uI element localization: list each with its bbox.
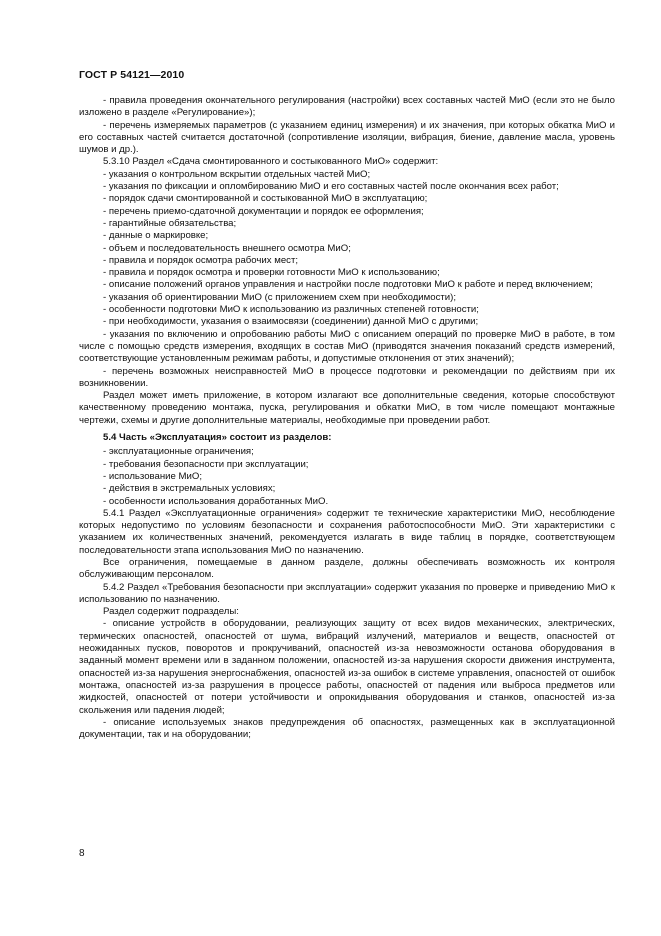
paragraph: - описание положений органов управления и настройки после подготовки МиО к работе и перед включением; xyxy=(103,279,593,291)
paragraph: - перечень приемо-сдаточной документации и порядок ее оформления; xyxy=(103,205,424,217)
paragraph: - гарантийные обязательства; xyxy=(103,217,237,229)
paragraph: - перечень возможных неисправностей МиО в процессе подготовки и рекомендации по действиям при их возникновении. xyxy=(79,365,615,389)
paragraph: Раздел может иметь приложение, в котором излагают все дополнительные сведения, которые способствуют качественному проведению монтажа, пуска, регулирования и обкатки МиО, в том числе помещают монтажные чертежи, схемы и другие дополнительные материалы, необходимые при проведении работ. xyxy=(79,390,615,426)
paragraph: - требования безопасности при эксплуатации; xyxy=(103,458,309,470)
paragraph: - особенности подготовки МиО к использованию из различных степеней готовности; xyxy=(103,304,479,316)
paragraph: - эксплуатационные ограничения; xyxy=(103,446,254,458)
paragraph: - указания о контрольном вскрытии отдельных частей МиО; xyxy=(103,168,371,180)
paragraph: 5.4.2 Раздел «Требования безопасности при эксплуатации» содержит указания по проверке и приведению МиО к использованию по назначению. xyxy=(79,581,615,605)
paragraph: - указания по фиксации и опломбированию МиО и его составных частей после окончания всех работ; xyxy=(103,181,559,193)
paragraph: - указания об ориентировании МиО (с приложением схем при необходимости); xyxy=(103,291,456,303)
page-number: 8 xyxy=(79,848,85,859)
paragraph: 5.4.1 Раздел «Эксплуатационные ограничения» содержит те технические характеристики МиО, несоблюдение которых недопустимо по условиям безопасности и сохранения работоспособности МиО. Эти характеристики с указанием их количественных значений, рекомендуется излагать в виде таблиц в порядке, соответствующем последовательности этапа использования МиО по назначению. xyxy=(79,507,615,556)
paragraph: - указания по включению и опробованию работы МиО с описанием операций по проверке МиО в работе, в том числе с помощью средств измерения, входящих в состав МиО (приводятся значения показаний средств измерений, соответствующие установленным режимам работы, и допустимые отклонения от этих значений); xyxy=(79,328,615,365)
paragraph: - при необходимости, указания о взаимосвязи (соединении) данной МиО с другими; xyxy=(103,316,479,328)
section-heading: 5.4 Часть «Эксплуатация» состоит из разделов: xyxy=(103,432,332,444)
paragraph: - данные о маркировке; xyxy=(103,230,209,242)
paragraph: - объем и последовательность внешнего осмотра МиО; xyxy=(103,242,351,254)
paragraph: - действия в экстремальных условиях; xyxy=(103,483,276,495)
paragraph: - правила и порядок осмотра и проверки готовности МиО к использованию; xyxy=(103,267,440,279)
paragraph: - правила проведения окончательного регулирования (настройки) всех составных частей МиО (если это не было изложено в разделе «Регулирование»); xyxy=(79,95,615,119)
paragraph: - перечень измеряемых параметров (с указанием единиц измерения) и их значения, при которых обкатка МиО и его составных частей считается достаточной (сопротивление изоляции, вибрация, биение, давление масла, уровень шумов и др.). xyxy=(79,119,615,156)
document-header: ГОСТ Р 54121—2010 xyxy=(79,69,185,81)
paragraph: 5.3.10 Раздел «Сдача смонтированного и состыкованного МиО» содержит: xyxy=(103,156,439,168)
paragraph: Все ограничения, помещаемые в данном разделе, должны обеспечивать возможность их контроля обслуживающим персоналом. xyxy=(79,556,615,581)
paragraph: - правила и порядок осмотра рабочих мест; xyxy=(103,254,299,266)
paragraph: - описание устройств в оборудовании, реализующих защиту от всех видов механических, электрических, термических опасностей, опасностей от шума, вибраций излучений, материалов и веществ, опасностей от неожиданных пусков, поворотов и прокручиваний, опасностей из-за невозможности останова оборудования в заданный момент времени или в заданном положении, опасностей из-за нарушения скорости движения инструмента, опасностей из-за нарушения энергоснабжения, опасностей из-за ошибок в системе управления, опасностей от ошибок монтажа, опасностей из-за разрушения в процессе работы, опасностей от падения или выброса предметов или жидкостей, опасностей от потери устойчивости и опрокидывания оборудования и станков, опасностей из-за скольжения или падения людей; xyxy=(79,618,615,716)
paragraph: - особенности использования доработанных МиО. xyxy=(103,495,329,507)
paragraph: - использование МиО; xyxy=(103,470,203,482)
paragraph: - описание используемых знаков предупреждения об опасностях, размещенных как в эксплуатационной документации, так и на оборудовании; xyxy=(79,716,615,741)
paragraph: Раздел содержит подразделы: xyxy=(103,606,239,618)
document-body xyxy=(79,95,615,741)
paragraph: - порядок сдачи смонтированной и состыкованной МиО в эксплуатацию; xyxy=(103,193,428,205)
